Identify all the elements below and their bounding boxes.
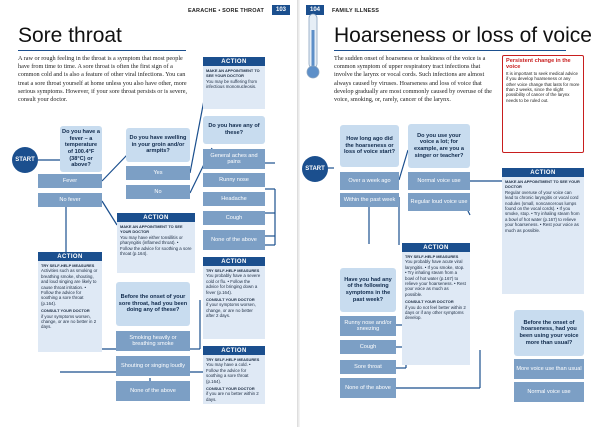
- warning-box: [502, 55, 584, 153]
- option-regular-loud-voice-use[interactable]: Regular loud voice use: [408, 193, 470, 211]
- action-box-acute-laryngitis: [402, 243, 470, 365]
- action-caption: CONSULT YOUR DOCTOR: [41, 308, 90, 314]
- left-intro-text: A raw or rough feeling in the throat is a symptom that most people have from time to time. A sore throat is often the first sign of a common cold and is also a feature of other viral infections. You can treat a sore throat yourself at home unless you also have other, more serious symptoms. However, if your sore throat persists or is severe, consult your doctor.: [18, 55, 188, 104]
- question-swelling: Do you have swelling in your groin and/or armpits?: [126, 128, 190, 162]
- start-marker: START: [12, 147, 38, 173]
- option-none-of-above[interactable]: None of the above: [340, 378, 396, 398]
- action-box-mononucleosis: [203, 57, 265, 109]
- question-how-long: How long ago did the hoarseness or loss of voice start?: [340, 125, 399, 167]
- action-heading: ACTION: [402, 243, 470, 252]
- action-box-throat-irritation: [38, 252, 102, 352]
- action-caption: MAKE AN APPOINTMENT TO SEE YOUR DOCTOR: [206, 68, 260, 79]
- action-text: You probably have acute viral laryngitis. • If you smoke, stop. • Try inhaling steam from a bowl of hot water (p.167) to relieve your hoarseness. • Rest your voice as much as possible.: [405, 259, 466, 297]
- option-over-a-week[interactable]: Over a week ago: [340, 172, 399, 190]
- option-shouting[interactable]: Shouting or singing loudly: [116, 356, 190, 376]
- action-box-chronic-laryngitis: [502, 168, 584, 294]
- action-heading: ACTION: [203, 346, 265, 355]
- question-voice-use: Do you use your voice a lot; for example, are you a singer or teacher?: [408, 124, 470, 168]
- option-none-of-above[interactable]: None of the above: [203, 230, 265, 250]
- option-headache[interactable]: Headache: [203, 192, 265, 206]
- action-heading: ACTION: [502, 168, 584, 177]
- option-cough[interactable]: Cough: [340, 340, 396, 354]
- action-box-cold: [203, 346, 265, 404]
- option-normal-voice-use-2[interactable]: Normal voice use: [514, 382, 584, 402]
- action-text: Activities such as smoking or breathing smoke, shouting, and loud singing are likely to cause throat irritation. • Follow the advice for soothing a sore throat (p.164).: [41, 268, 98, 306]
- action-text: if your symptoms worsen, change, or are no better after 2 days.: [206, 302, 256, 319]
- start-marker: START: [302, 156, 328, 182]
- option-more-voice-use[interactable]: More voice use than usual: [514, 359, 584, 379]
- question-symptoms-past-week: Have you had any of the following symptoms in the past week?: [340, 268, 396, 312]
- right-page-title: Hoarseness or loss of voice: [334, 24, 592, 47]
- question-any-of-these: Do you have any of these?: [203, 116, 265, 144]
- thermometer-icon: [302, 12, 324, 82]
- left-running-header: EARACHE • SORE THROAT: [188, 8, 264, 14]
- action-caption: MAKE AN APPOINTMENT TO SEE YOUR DOCTOR: [505, 179, 580, 190]
- action-caption: CONSULT YOUR DOCTOR: [405, 299, 454, 305]
- option-aches[interactable]: General aches and pains: [203, 149, 265, 169]
- title-rule: [18, 50, 186, 51]
- left-page-number: 103: [272, 5, 290, 15]
- option-yes[interactable]: Yes: [126, 166, 190, 180]
- warning-text: It is important to seek medical advice if you develop hoarseness or any other voice change that lasts for more than 2 weeks, since the slight possibility of cancer of the larynx needs to be ruled out.: [506, 70, 580, 103]
- right-intro-text: The sudden onset of hoarseness or huskiness of the voice is a common symptom of upper respiratory tract infections that involve the larynx or vocal cords. Such infections are almost always caused by viruses. Hoarseness and loss of voice that develop gradually are most commonly caused by overuse of the voice, smoking, or, rarely, cancer of the larynx.: [334, 55, 492, 104]
- action-caption: CONSULT YOUR DOCTOR: [206, 297, 255, 303]
- option-normal-voice-use[interactable]: Normal voice use: [408, 172, 470, 190]
- action-box-flu: [203, 257, 265, 339]
- action-text: You probably have a severe cold or flu. • Follow the advice for bringing down a fever (p.164).: [206, 273, 261, 295]
- action-caption: TRY SELF-HELP MEASURES: [405, 254, 459, 259]
- option-no-fever[interactable]: No fever: [38, 193, 102, 207]
- action-text: You may have a cold. • Follow the advice for soothing a sore throat (p.164).: [206, 362, 251, 384]
- question-before-hoarseness: Before the onset of hoarseness, had you been using your voice more than usual?: [514, 310, 584, 356]
- action-caption: TRY SELF-HELP MEASURES: [206, 357, 260, 362]
- action-caption: TRY SELF-HELP MEASURES: [206, 268, 260, 273]
- action-heading: ACTION: [117, 213, 195, 222]
- left-page-title: Sore throat: [18, 24, 122, 47]
- question-fever: Do you have a fever – a temperature of 100.4°F (38°C) or above?: [60, 126, 102, 172]
- title-rule: [334, 50, 566, 51]
- option-sore-throat[interactable]: Sore throat: [340, 360, 396, 374]
- option-smoking[interactable]: Smoking heavily or breathing smoke: [116, 331, 190, 351]
- action-text: if your symptoms worsen, change, or are no better in 2 days.: [41, 313, 97, 330]
- right-page: [300, 0, 600, 427]
- option-none-of-above-2[interactable]: None of the above: [116, 381, 190, 401]
- action-box-tonsillitis: [117, 213, 195, 273]
- action-text: if you are no better within 2 days.: [206, 391, 259, 402]
- action-text: if you do not feel better within 2 days or if any other symptoms develop.: [405, 304, 466, 321]
- option-no[interactable]: No: [126, 185, 190, 199]
- action-heading: ACTION: [203, 257, 265, 266]
- right-running-header: FAMILY ILLNESS: [332, 8, 380, 14]
- option-cough[interactable]: Cough: [203, 211, 265, 225]
- option-runny-nose[interactable]: Runny nose and/or sneezing: [340, 316, 396, 336]
- question-before-onset: Before the onset of your sore throat, had you been doing any of these?: [116, 282, 190, 326]
- warning-title: Persistent change in the voice: [506, 58, 571, 71]
- action-caption: TRY SELF-HELP MEASURES: [41, 263, 95, 268]
- right-page-number: 104: [306, 5, 324, 15]
- action-text: You may have either tonsillitis or pharyngitis (inflamed throat). • Follow the advice for soothing a sore throat (p.164).: [120, 234, 192, 257]
- action-text: Regular overuse of your voice can lead to chronic laryngitis or vocal cord nodules (small, noncancerous lumps found on the vocal cords). • If you smoke, stop. • Try inhaling steam from a bowl of hot water (p.167) to relieve your hoarseness. • Rest your voice as much as possible.: [505, 189, 580, 233]
- option-fever[interactable]: Fever: [38, 174, 102, 188]
- action-heading: ACTION: [203, 57, 265, 66]
- action-caption: CONSULT YOUR DOCTOR: [206, 386, 255, 392]
- action-caption: MAKE AN APPOINTMENT TO SEE YOUR DOCTOR: [120, 224, 183, 235]
- action-text: You may be suffering from infectious mononucleosis.: [206, 78, 258, 90]
- action-heading: ACTION: [38, 252, 102, 261]
- option-within-week[interactable]: Within the past week: [340, 193, 399, 207]
- option-runny-nose[interactable]: Runny nose: [203, 173, 265, 187]
